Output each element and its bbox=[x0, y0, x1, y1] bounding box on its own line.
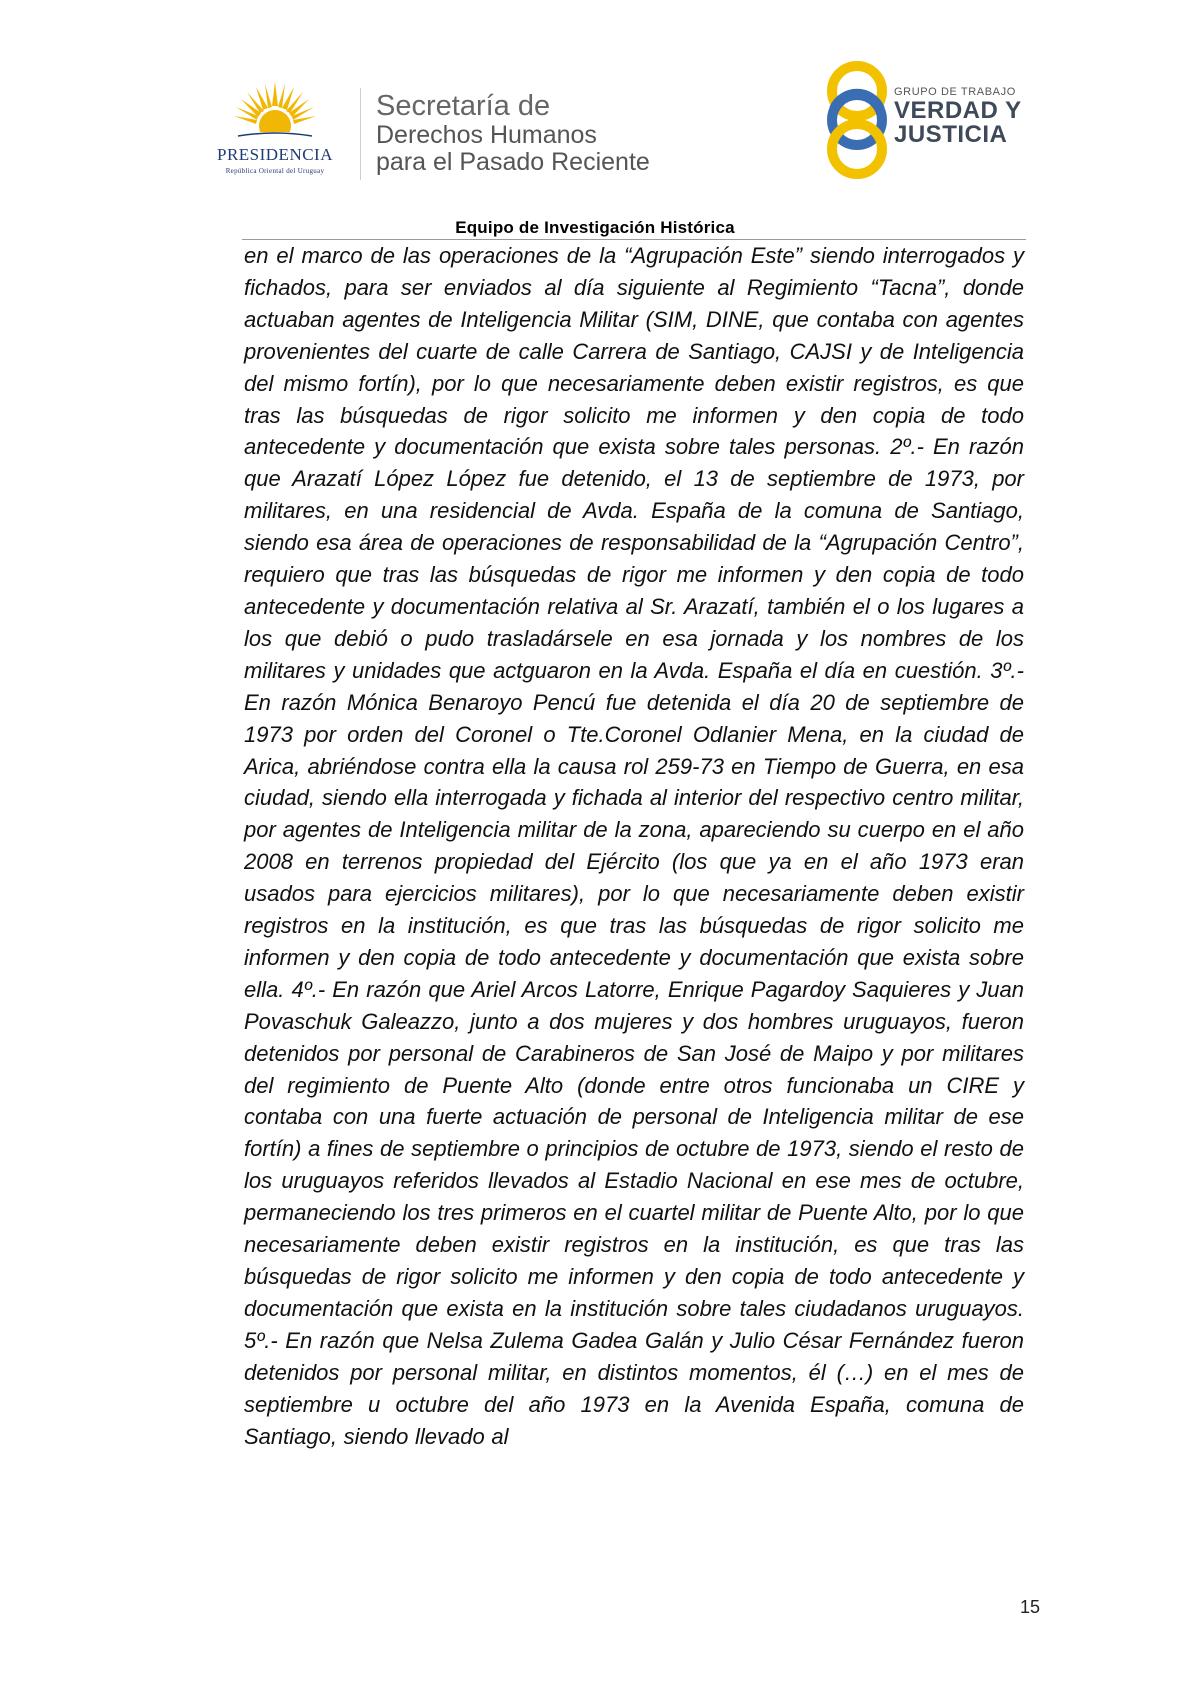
page-number: 15 bbox=[1019, 1597, 1040, 1617]
presidencia-logo bbox=[196, 80, 354, 180]
secretaria-line-3: para el Pasado Reciente bbox=[376, 148, 650, 176]
grupo-justicia: JUSTICIA bbox=[894, 121, 1008, 148]
secretaria-line-2: Derechos Humanos bbox=[376, 121, 597, 149]
verdad-justicia-text bbox=[894, 86, 1022, 147]
verdad-justicia-logo bbox=[822, 56, 1032, 184]
sun-icon bbox=[232, 80, 318, 144]
page-header bbox=[0, 0, 1190, 260]
secretaria-line-1: Secretaría de bbox=[376, 90, 551, 122]
header-divider bbox=[360, 88, 361, 180]
document-body: en el marco de las operaciones de la “Agrupación Este” siendo interrogados y fichados, para ser enviados al día siguiente al Regimiento “Tacna”, donde actuaban agentes de Inteligencia Militar (SIM, DINE, que contaba con agentes provenientes del cuarte de calle Carrera de Santiago, CAJSI y de Inteligencia del mismo fortín), por lo que necesariamente deben existir registros, es que tras las búsquedas de rigor solicito me informen y den copia de todo antecedente y documentación que exista sobre tales personas. 2º.- En razón que Arazatí López López fue detenido, el 13 de septiembre de 1973, por militares, en una residencial de Avda. España de la comuna de Santiago, siendo esa área de operaciones de responsabilidad de la “Agrupación Centro”, requiero que tras las búsquedas de rigor me informen y den copia de todo antecedente y documentación relativa al Sr. Arazatí, también el o los lugares a los que debió o pudo trasladársele en esa jornada y los nombres de los militares y unidades que actguaron en la Avda. España el día en cuestión. 3º.- En razón Mónica Benaroyo Pencú fue detenida el día 20 de septiembre de 1973 por orden del Coronel o Tte.Coronel Odlanier Mena, en la ciudad de Arica, abriéndose contra ella la causa rol 259-73 en Tiempo de Guerra, en esa ciudad, siendo ella interrogada y fichada al interior del respectivo centro militar, por agentes de Inteligencia militar de la zona, apareciendo su cuerpo en el año 2008 en terrenos propiedad del Ejército (los que ya en el año 1973 eran usados para ejercicios militares), por lo que necesariamente deben existir registros en la institución, es que tras las búsquedas de rigor solicito me informen y den copia de todo antecedente y documentación que exista sobre ella. 4º.- En razón que Ariel Arcos Latorre, Enrique Pagardoy Saquieres y Juan Povaschuk Galeazzo, junto a dos mujeres y dos hombres uruguayos, fueron detenidos por personal de Carabineros de San José de Maipo y por militares del regimiento de Puente Alto (donde entre otros funcionaba un CIRE y contaba con una fuerte actuación de personal de Inteligencia militar de ese fortín) a fines de septiembre o principios de octubre de 1973, siendo el resto de los uruguayos referidos llevados al Estadio Nacional en ese mes de octubre, permaneciendo los tres primeros en el cuartel militar de Puente Alto, por lo que necesariamente deben existir registros en la institución, es que tras las búsquedas de rigor solicito me informen y den copia de todo antecedente y documentación que exista en la institución sobre tales ciudadanos uruguayos. 5º.- En razón que Nelsa Zulema Gadea Galán y Julio César Fernández fueron detenidos por personal militar, en distintos momentos, él (…) en el mes de septiembre u octubre del año 1973 en la Avenida España, comuna de Santiago, siendo llevado al bbox=[244, 243, 1024, 1449]
grupo-small-label: GRUPO DE TRABAJO bbox=[894, 86, 1016, 98]
grupo-verdad: VERDAD Y bbox=[894, 97, 1022, 124]
linked-rings-icon bbox=[822, 56, 892, 184]
presidencia-subtitle: República Oriental del Uruguay bbox=[225, 167, 325, 175]
secretaria-logo-text bbox=[376, 90, 716, 176]
presidencia-name: PRESIDENCIA bbox=[216, 145, 333, 164]
team-title: Equipo de Investigación Histórica bbox=[455, 218, 735, 237]
